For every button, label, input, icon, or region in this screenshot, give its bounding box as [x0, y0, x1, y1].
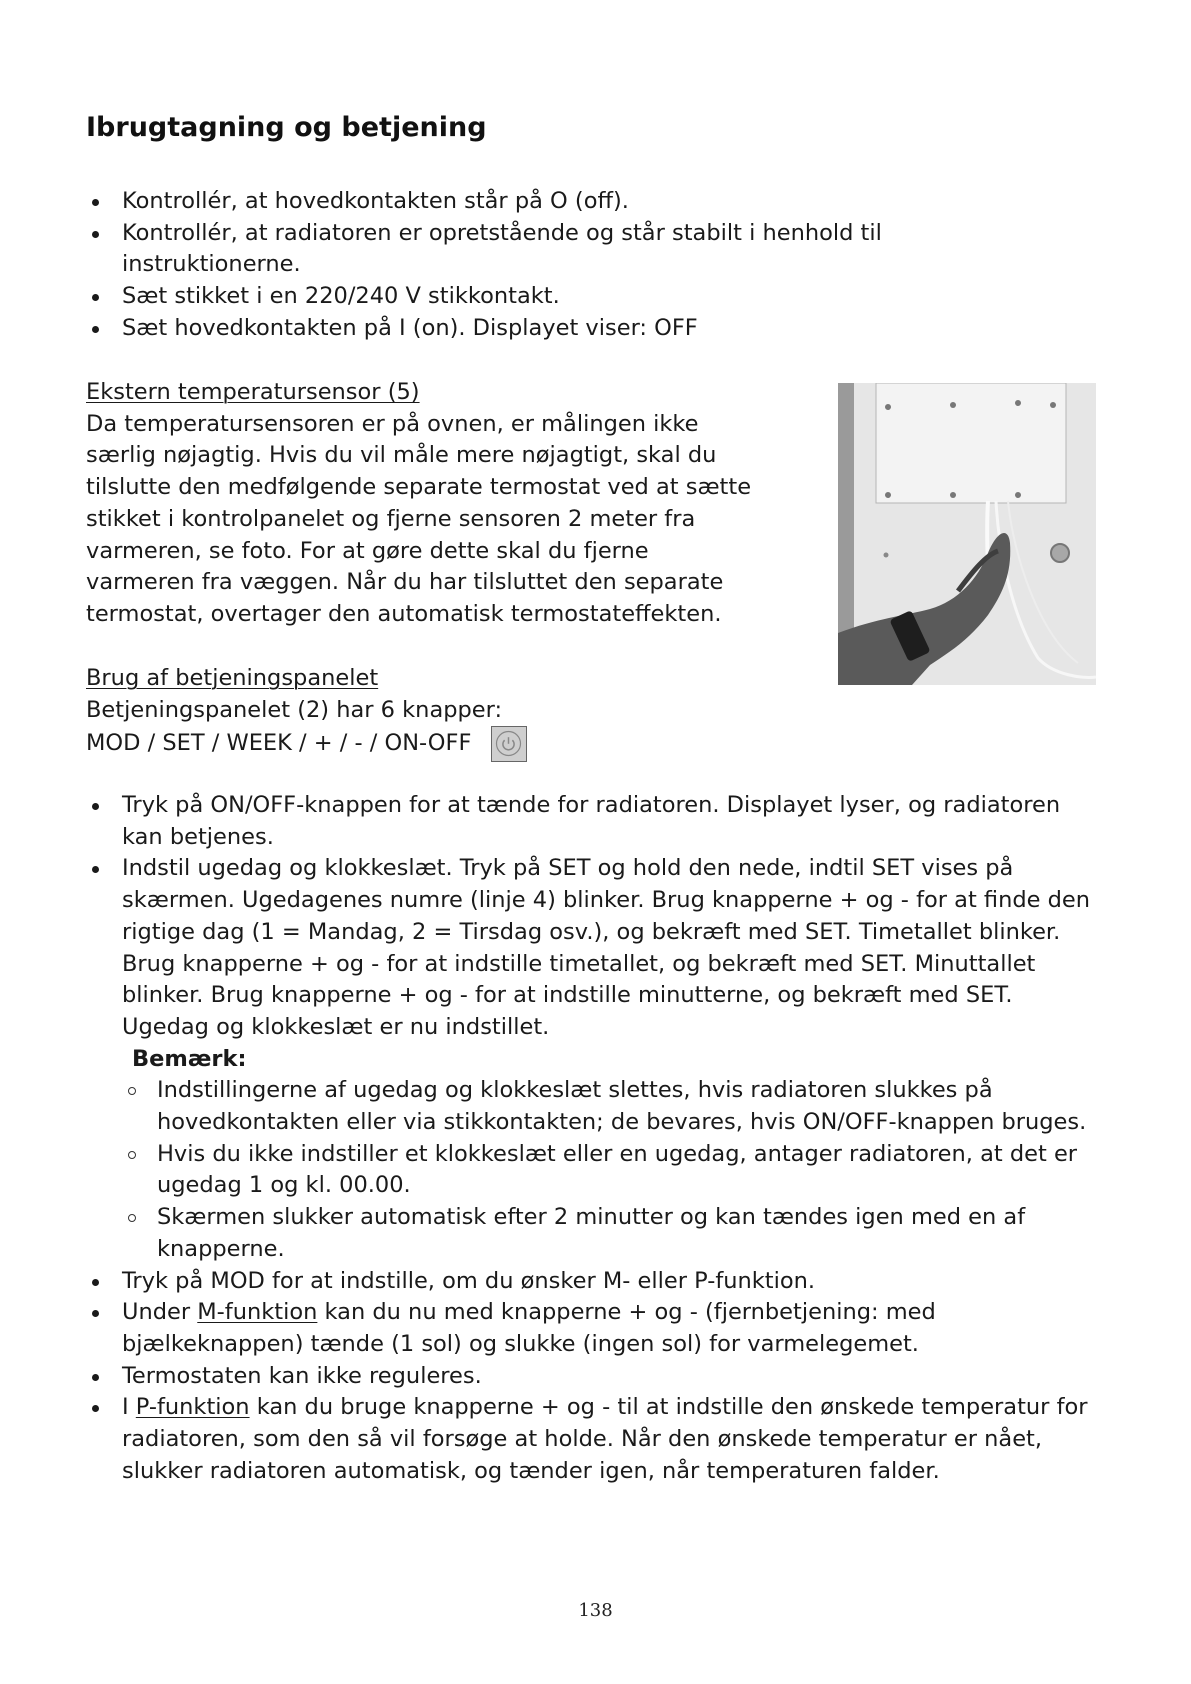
list-item: Tryk på ON/OFF-knappen for at tænde for radiatoren. Displayet lyser, og radiatoren kan betjenes.: [86, 790, 1096, 853]
set-day-text: Indstil ugedag og klokkeslæt. Tryk på SET og hold den nede, indtil SET vises på skærmen. Ugedagenes numre (linje 4) blinker. Brug knapperne + og - for at finde den rigtige dag (1 = Mandag, 2 = Tirsdag osv.), og bekræft med SET. Timetallet blinker. Brug knapperne + og - for at indstille timetallet, og bekræft med SET. Minuttallet blinker. Brug knapperne + og - for at indstille minutterne, og bekræft med SET. Ugedag og klokkeslæt er nu indstillet.: [122, 855, 1091, 1040]
note-label: Bemærk:: [132, 1045, 247, 1072]
list-item: [86, 1392, 1096, 1487]
list-item: [86, 853, 1096, 1265]
operation-steps: [86, 790, 1096, 1487]
p-func-text: kan du bruge knapperne + og - til at indstille den ønskede temperatur for radiatoren, som den så vil forsøge at holde. Når den ønskede temperatur er nået, slukker radiatoren automatisk, og tænder igen, når temperaturen falder.: [122, 1394, 1088, 1484]
sensor-line: tilslutte den medfølgende separate termostat ved at sætte: [86, 474, 752, 501]
sensor-line: termostat, overtager den automatisk termostateffekten.: [86, 600, 722, 627]
sensor-section: [86, 377, 846, 631]
m-function-term: M-funktion: [197, 1299, 318, 1326]
sensor-line: varmeren, se foto. For at gøre dette skal du fjerne: [86, 537, 649, 564]
m-func-text: kan du nu med knapperne + og - (fjernbetjening: med bjælkeknappen) tænde (1 sol) og slukke (ingen sol) for varmelegemet.: [122, 1299, 936, 1357]
sensor-line: Da temperatursensoren er på ovnen, er målingen ikke: [86, 410, 699, 437]
power-button-icon: [491, 726, 527, 762]
p-func-prefix: I: [122, 1394, 136, 1421]
sensor-line: særlig nøjagtig. Hvis du vil måle mere nøjagtigt, skal du: [86, 442, 717, 469]
page-number: 138: [578, 1600, 613, 1621]
thermostat-photo: [838, 383, 1096, 685]
list-item: Sæt stikket i en 220/240 V stikkontakt.: [86, 281, 966, 313]
page-heading: Ibrugtagning og betjening: [86, 112, 487, 143]
sub-list-item: Hvis du ikke indstiller et klokkeslæt eller en ugedag, antager radiatoren, at det er ugedag 1 og kl. 00.00.: [122, 1139, 1096, 1202]
intro-checklist: [86, 186, 966, 345]
p-function-term: P-funktion: [135, 1394, 250, 1421]
list-item: Sæt hovedkontakten på I (on). Displayet viser: OFF: [86, 313, 966, 345]
list-item: Tryk på MOD for at indstille, om du ønsker M- eller P-funktion.: [86, 1266, 1096, 1298]
list-item: Kontrollér, at radiatoren er opretstående og står stabilt i henhold til instruktionerne.: [86, 218, 966, 281]
list-item: [86, 1297, 1096, 1360]
sub-list-item: Indstillingerne af ugedag og klokkeslæt slettes, hvis radiatoren slukkes på hovedkontakten eller via stikkontakten; de bevares, hvis ON/OFF-knappen bruges.: [122, 1075, 1096, 1138]
note-sublist: [122, 1075, 1096, 1265]
m-func-prefix: Under: [122, 1299, 198, 1326]
sub-list-item: Skærmen slukker automatisk efter 2 minutter og kan tændes igen med en af knapperne.: [122, 1202, 1096, 1265]
sensor-line: stikket i kontrolpanelet og fjerne sensoren 2 meter fra: [86, 505, 696, 532]
panel-line: Betjeningspanelet (2) har 6 knapper:: [86, 696, 503, 723]
list-item: Termostaten kan ikke reguleres.: [86, 1361, 1096, 1393]
panel-line: [86, 726, 846, 762]
panel-buttons-text: MOD / SET / WEEK / + / - / ON-OFF: [86, 730, 472, 757]
list-item: Kontrollér, at hovedkontakten står på O (off).: [86, 186, 966, 218]
thermostat-photo-image: [838, 383, 1096, 685]
panel-section: [86, 663, 846, 762]
sensor-title: Ekstern temperatursensor (5): [86, 379, 420, 405]
panel-title: Brug af betjeningspanelet: [86, 665, 379, 691]
sensor-line: varmeren fra væggen. Når du har tilsluttet den separate: [86, 569, 724, 596]
